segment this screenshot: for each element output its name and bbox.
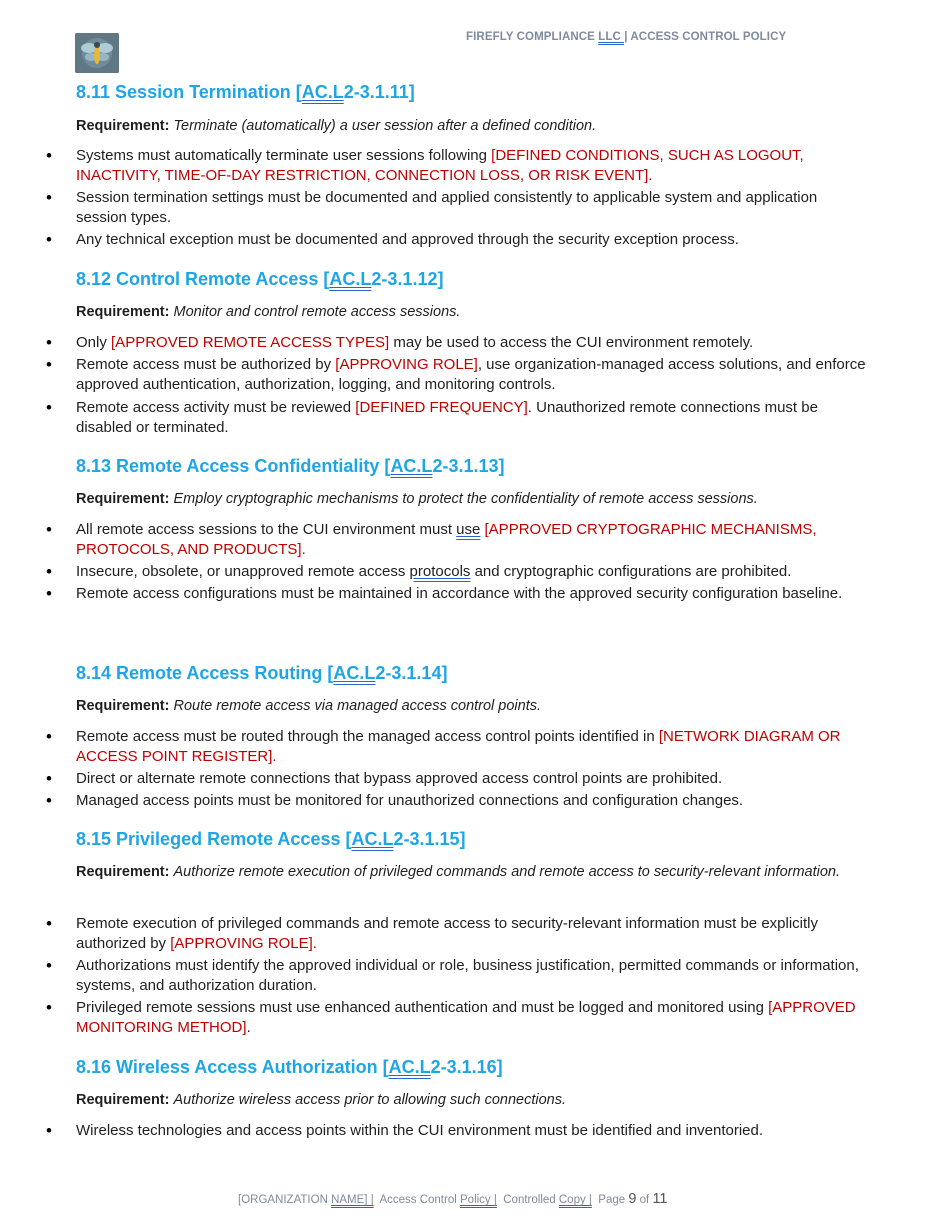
header-company-llc: LLC | bbox=[598, 31, 628, 43]
requirement: Requirement: Route remote access via managed access control points. bbox=[76, 698, 542, 714]
section-title: 8.11 Session Termination [AC.L2-3.1.11] bbox=[76, 82, 415, 102]
footer-ac: Access Control bbox=[379, 1194, 457, 1206]
footer-page-label: Page bbox=[598, 1194, 626, 1206]
header-title: ACCESS CONTROL POLICY bbox=[630, 31, 787, 43]
list-item: • Wireless technologies and access points within the CUI environment must be identified and inventoried. bbox=[0, 1121, 866, 1141]
bullet-list bbox=[0, 333, 937, 438]
list-item: • Only [APPROVED REMOTE ACCESS TYPES] may be used to access the CUI environment remotely. bbox=[0, 333, 866, 353]
header-company: FIREFLY COMPLIANCE bbox=[466, 31, 595, 43]
section-title: 8.15 Privileged Remote Access [AC.L2-3.1.15] bbox=[76, 829, 466, 849]
page-footer bbox=[238, 1191, 668, 1207]
bullet-list bbox=[0, 914, 937, 1038]
footer-org-name: NAME] | bbox=[331, 1194, 374, 1206]
bullet-list bbox=[0, 146, 937, 250]
list-item: • Remote access activity must be reviewed [DEFINED FREQUENCY]. Unauthorized remote connections must be disabled or terminated. bbox=[0, 398, 866, 438]
requirement: Requirement: Authorize wireless access prior to allowing such connections. bbox=[76, 1092, 566, 1108]
section-title: 8.16 Wireless Access Authorization [AC.L2-3.1.16] bbox=[76, 1057, 503, 1077]
section-title: 8.12 Control Remote Access [AC.L2-3.1.12] bbox=[76, 269, 444, 289]
footer-controlled: Controlled bbox=[503, 1194, 556, 1206]
list-item: • Remote access configurations must be maintained in accordance with the approved security configuration baseline. bbox=[0, 584, 866, 604]
list-item: • Authorizations must identify the approved individual or role, business justification, permitted commands or information, systems, and authorization duration. bbox=[0, 956, 866, 996]
bullet-list bbox=[0, 1121, 937, 1141]
section-title: 8.14 Remote Access Routing [AC.L2-3.1.14] bbox=[76, 663, 448, 683]
page-total: 11 bbox=[652, 1191, 668, 1207]
firefly-logo-icon bbox=[75, 33, 119, 73]
list-item: • Remote access must be authorized by [APPROVING ROLE], use organization-managed access solutions, and enforce approved authentication, authorization, logging, and monitoring controls. bbox=[0, 355, 866, 395]
requirement: Requirement: Monitor and control remote access sessions. bbox=[76, 304, 461, 320]
list-item: • Insecure, obsolete, or unapproved remote access protocols and cryptographic configurations are prohibited. bbox=[0, 562, 866, 582]
footer-org: [ORGANIZATION bbox=[238, 1194, 328, 1206]
footer-copy: Copy | bbox=[558, 1194, 592, 1206]
footer-policy: Policy | bbox=[460, 1194, 497, 1206]
requirement: Requirement: Terminate (automatically) a user session after a defined condition. bbox=[76, 118, 597, 134]
list-item: • All remote access sessions to the CUI environment must use [APPROVED CRYPTOGRAPHIC MECHANISMS, PROTOCOLS, AND PRODUCTS]. bbox=[0, 520, 866, 560]
bullet-list bbox=[0, 520, 937, 604]
list-item: • Managed access points must be monitored for unauthorized connections and configuration changes. bbox=[0, 791, 866, 811]
requirement: Requirement: Authorize remote execution of privileged commands and remote access to security-relevant information. bbox=[76, 864, 841, 880]
requirement: Requirement: Employ cryptographic mechanisms to protect the confidentiality of remote access sessions. bbox=[76, 491, 758, 507]
list-item: • Systems must automatically terminate user sessions following [DEFINED CONDITIONS, SUCH AS LOGOUT, INACTIVITY, TIME-OF-DAY RESTRICTION, CONNECTION LOSS, OR RISK EVENT]. bbox=[0, 146, 866, 186]
list-item: • Direct or alternate remote connections that bypass approved access control points are prohibited. bbox=[0, 769, 866, 789]
list-item: • Session termination settings must be documented and applied consistently to applicable system and application session types. bbox=[0, 188, 866, 228]
page-header bbox=[466, 31, 786, 43]
list-item: • Privileged remote sessions must use enhanced authentication and must be logged and monitored using [APPROVED MONITORING METHOD]. bbox=[0, 998, 866, 1038]
bullet-list bbox=[0, 727, 937, 811]
page-number: 9 bbox=[628, 1191, 637, 1207]
section-title: 8.13 Remote Access Confidentiality [AC.L2-3.1.13] bbox=[76, 456, 505, 476]
list-item: • Remote access must be routed through the managed access control points identified in [NETWORK DIAGRAM OR ACCESS POINT REGISTER]. bbox=[0, 727, 866, 767]
list-item: • Any technical exception must be documented and approved through the security exception process. bbox=[0, 230, 866, 250]
footer-of: of bbox=[639, 1194, 650, 1206]
list-item: • Remote execution of privileged commands and remote access to security-relevant information must be explicitly authorized by [APPROVING ROLE]. bbox=[0, 914, 866, 954]
